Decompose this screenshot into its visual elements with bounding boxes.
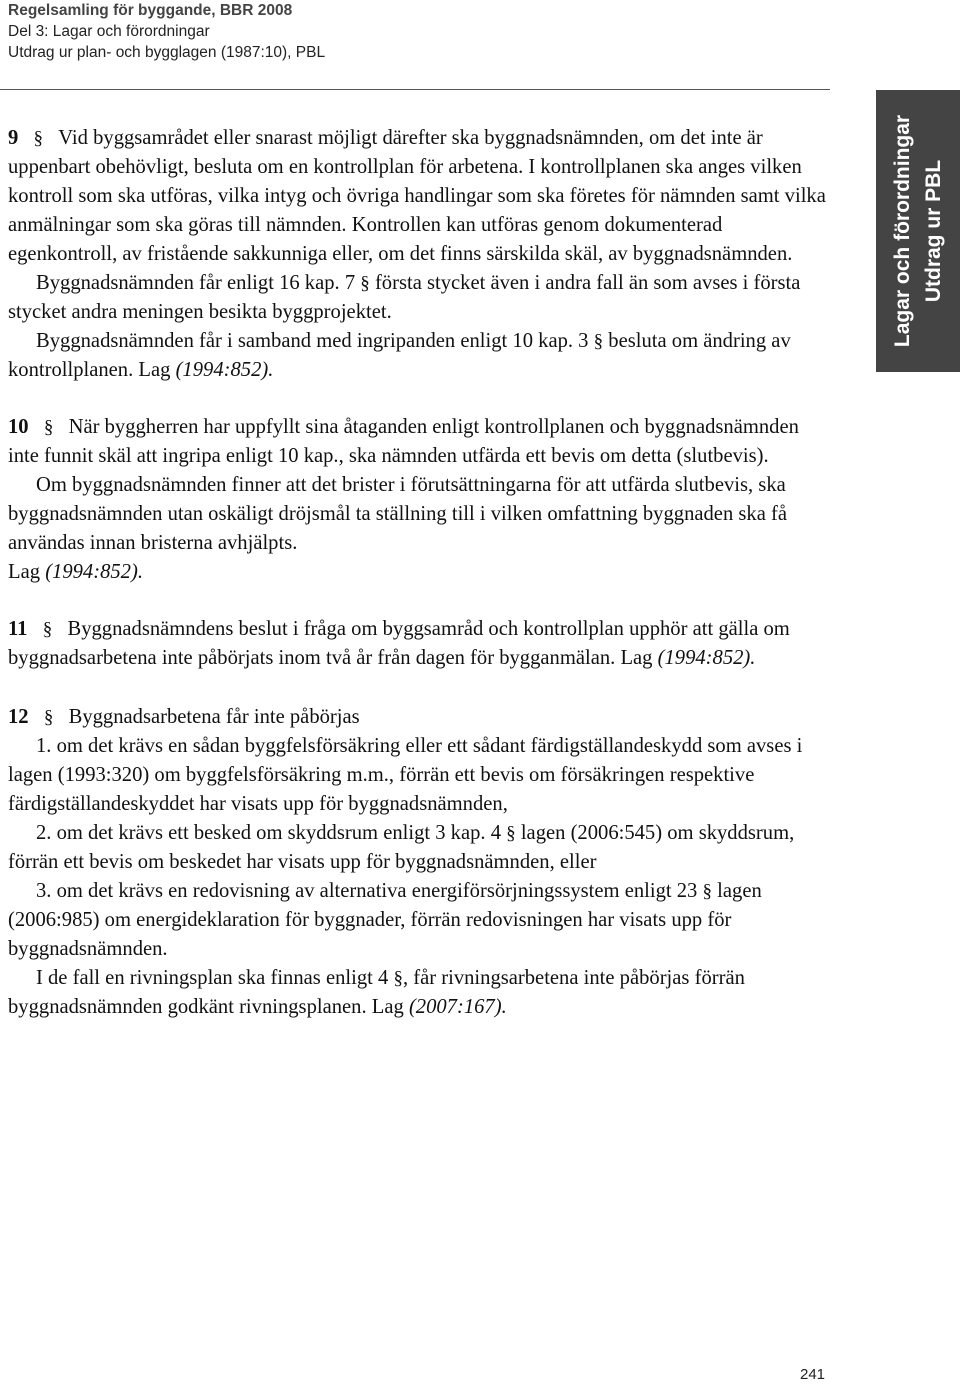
section-11-law-reference: (1994:852). [657, 647, 756, 669]
section-9-text-2b: första stycket även i andra fall än som avses i första stycket andra meningen besikta byggprojektet. [8, 272, 801, 323]
section-10-number: 10 [8, 416, 29, 438]
section-12-intro-text: Byggnadsarbetena får inte påbörjas [68, 706, 360, 728]
document-body [8, 124, 828, 1050]
section-9-paragraph-1 [8, 124, 828, 269]
section-10-text-1: När byggherren har uppfyllt sina åtaganden enligt kontrollplanen och byggnadsnämnden inte funnit skäl att ingripa enligt 10 kap., ska nämnden utfärda ett bevis om detta (slutbevis). [8, 416, 799, 467]
side-tab-line1: Lagar och förordningar [891, 114, 914, 348]
section-12-law-reference: (2007:167). [408, 996, 507, 1018]
section-12-final-paragraph [8, 964, 828, 1022]
side-tab [876, 90, 960, 372]
section-9-text-1: Vid byggsamrådet eller snarast möjligt därefter ska byggnadsnämnden, om det inte är uppenbart obehövligt, besluta om en kontrollplan för arbetena. I kontrollplanen ska anges vilken kontroll som ska utföras, vilka intyg och övriga handlingar som ska företes för nämnden samt vilka anmälningar som ska göras till nämnden. Kontrollen kan utföras genom dokumenterad egenkontroll, av fristående sakkunniga eller, om det finns särskilda skäl, av byggnadsnämnden. [8, 127, 826, 265]
section-9-text-3a: Byggnadsnämnden får i samband med ingripanden enligt 10 kap. 3 [36, 330, 589, 352]
section-9-text-3b: besluta om ändring av kontrollplanen. Lag [8, 330, 791, 381]
section-12-item-3 [8, 877, 828, 964]
section-12-item-1: 1. om det krävs en sådan byggfelsförsäkring eller ett sådant färdigställandeskydd som avses i lagen (1993:320) om byggfelsförsäkring m.m., förrän ett bevis om försäkringen respektive färdigställandeskyddet har visats upp för byggnadsnämnden, [8, 735, 803, 815]
header-subtitle: Utdrag ur plan- och bygglagen (1987:10), PBL [8, 44, 326, 61]
running-header [8, 0, 325, 63]
side-tab-text [887, 115, 949, 347]
section-mark-icon: § [42, 619, 53, 640]
page-number: 241 [800, 1366, 826, 1383]
section-10-paragraph-2 [8, 471, 828, 558]
section-12-intro [8, 703, 828, 732]
section-9 [8, 124, 828, 385]
section-9-law-reference: (1994:852). [175, 359, 274, 381]
section-9-number: 9 [8, 127, 19, 149]
side-tab-line2: Utdrag ur PBL [922, 159, 945, 303]
section-12-final-a: I de fall en rivningsplan ska finnas enligt 4 [36, 967, 389, 989]
section-11-number: 11 [8, 618, 28, 640]
section-mark-icon: § [43, 417, 54, 438]
section-9-paragraph-3 [8, 327, 828, 385]
section-mark-icon: § [506, 823, 516, 844]
section-12-final-b: , får rivningsarbetena inte påbörjas förrän byggnadsnämnden godkänt rivningsplanen. Lag [8, 967, 745, 1018]
header-title: Regelsamling för byggande, BBR 2008 [8, 2, 293, 19]
section-12-number: 12 [8, 706, 29, 728]
section-mark-icon: § [393, 968, 403, 989]
section-12-item-2b: lagen (2006:545) om skyddsrum, förrän ett bevis om beskedet har visats upp för byggnadsnämnden, eller [8, 822, 795, 873]
section-mark-icon: § [360, 273, 370, 294]
section-11 [8, 615, 828, 673]
section-9-text-2a: Byggnadsnämnden får enligt 16 kap. 7 [36, 272, 356, 294]
section-mark-icon: § [593, 331, 604, 352]
section-10-paragraph-1 [8, 413, 828, 471]
section-12-item-3b: lagen (2006:985) om energideklaration för byggnader, förrän redovisningen har visats upp för byggnadsnämnden. [8, 880, 762, 960]
header-rule [0, 89, 830, 90]
section-12-item-3a: 3. om det krävs en redovisning av alternativa energiförsörjningssystem enligt 23 [36, 880, 698, 902]
section-mark-icon: § [702, 881, 712, 902]
section-10-lag-label: Lag [8, 561, 41, 583]
header-part: Del 3: Lagar och förordningar [8, 23, 210, 40]
section-10-law-reference: (1994:852). [45, 561, 143, 583]
section-11-paragraph-1 [8, 615, 828, 673]
section-9-paragraph-2 [8, 269, 828, 327]
section-12 [8, 703, 828, 1022]
section-mark-icon: § [43, 707, 54, 728]
section-10-law-line [8, 558, 828, 587]
section-12-item-2 [8, 819, 828, 877]
section-10 [8, 413, 828, 587]
section-10-text-2: Om byggnadsnämnden finner att det brister i förutsättningarna för att utfärda slutbevis, ska byggnadsnämnden utan oskäligt dröjsmål ta ställning till i vilken omfattning byggnaden ska få användas innan bristerna avhjälpts. [8, 474, 787, 554]
section-mark-icon: § [33, 128, 44, 149]
section-11-text-1: Byggnadsnämndens beslut i fråga om byggsamråd och kontrollplan upphör att gälla om byggnadsarbetena inte påbörjats inom två år från dagen för bygganmälan. Lag [8, 618, 790, 669]
section-12-item-2a: 2. om det krävs ett besked om skyddsrum enligt 3 kap. 4 [36, 822, 502, 844]
